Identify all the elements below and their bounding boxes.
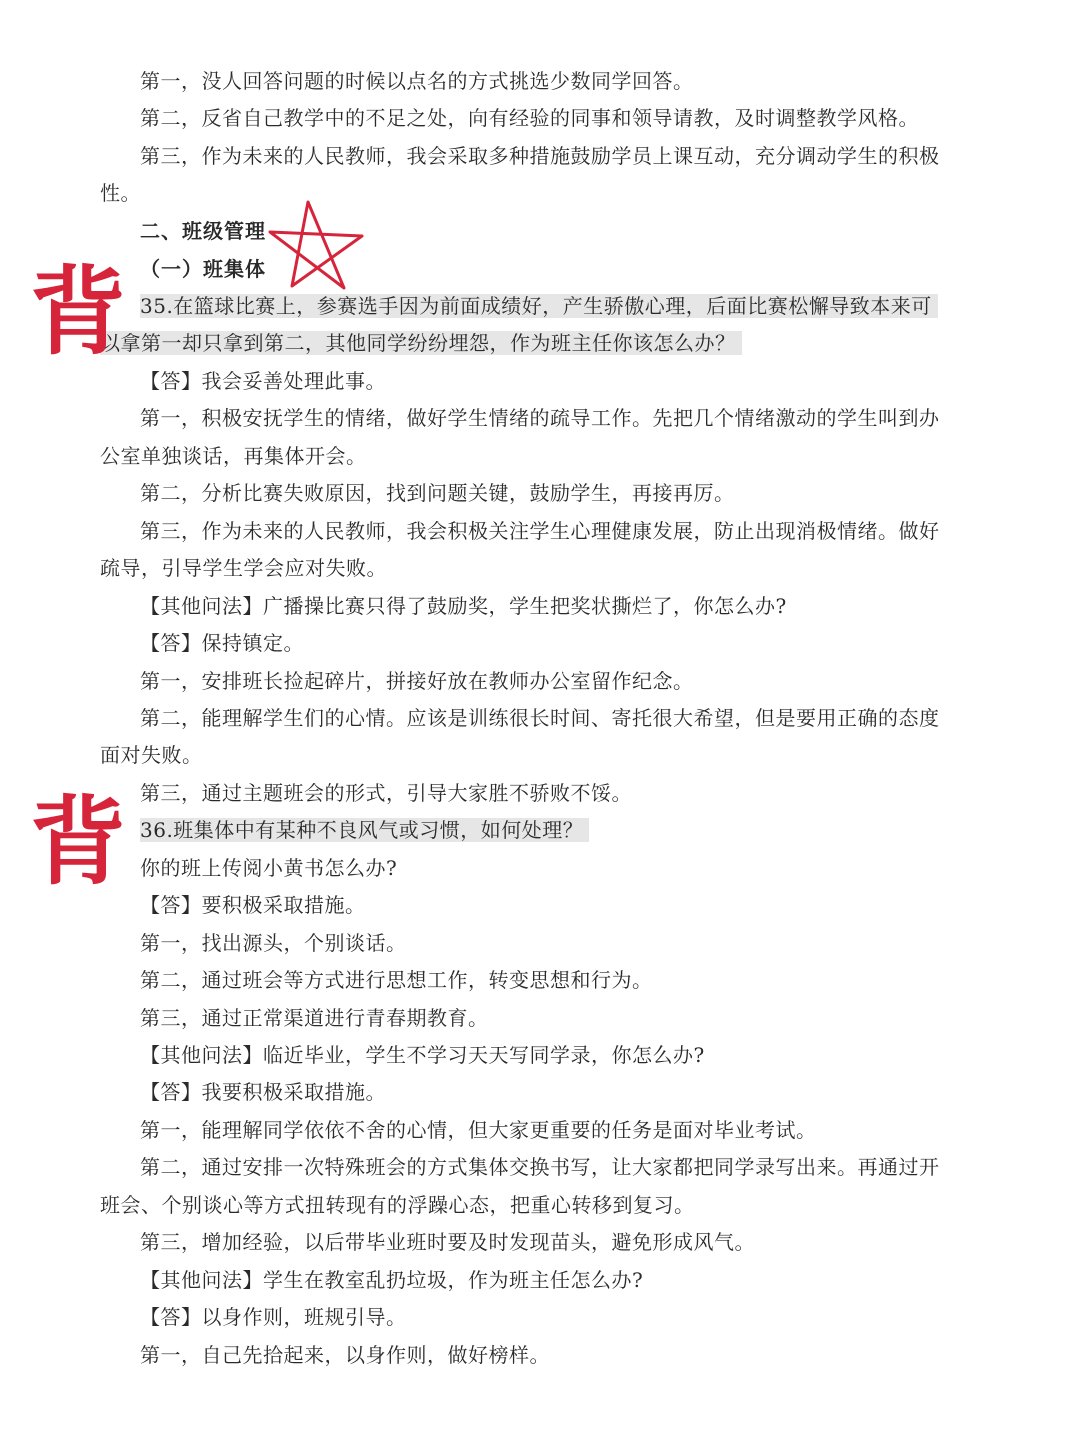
text-line: 第二，反省自己教学中的不足之处，向有经验的同事和领导请教，及时调整教学风格。 <box>140 106 919 130</box>
highlight: 以拿第一却只拿到第二，其他同学纷纷埋怨，作为班主任你该怎么办？ <box>100 331 742 355</box>
question-35-line-1 <box>140 293 960 319</box>
answer-line: 【答】我要积极采取措施。 <box>140 1080 386 1104</box>
highlight: 35.在篮球比赛上，参赛选手因为前面成绩好，产生骄傲心理，后面比赛松懈导致本来可 <box>140 294 938 318</box>
question-36-line <box>140 817 960 843</box>
alt-question-line: 【其他问法】临近毕业，学生不学习天天写同学录，你怎么办? <box>140 1043 705 1067</box>
text-line: 公室单独谈话，再集体开会。 <box>100 444 367 468</box>
text-line: 第三，增加经验，以后带毕业班时要及时发现苗头，避免形成风气。 <box>140 1230 755 1254</box>
answer-line: 【答】要积极采取措施。 <box>140 893 366 917</box>
text-line: 第三，作为未来的人民教师，我会积极关注学生心理健康发展，防止出现消极情绪。做好 <box>140 519 940 543</box>
text-line: 第一，安排班长捡起碎片，拼接好放在教师办公室留作纪念。 <box>140 669 694 693</box>
answer-line: 【答】以身作则，班规引导。 <box>140 1305 407 1329</box>
text-line: 疏导，引导学生学会应对失败。 <box>100 556 387 580</box>
text-line: 第一，没人回答问题的时候以点名的方式挑选少数同学回答。 <box>140 69 694 93</box>
text-line: 第二，通过班会等方式进行思想工作，转变思想和行为。 <box>140 968 653 992</box>
text-line: 第二，分析比赛失败原因，找到问题关键，鼓励学生，再接再厉。 <box>140 481 735 505</box>
handwritten-mark: 背 <box>30 786 126 898</box>
text-line: 班会、个别谈心等方式扭转现有的浮躁心态，把重心转移到复习。 <box>100 1193 695 1217</box>
subsection-heading: （一）班集体 <box>140 257 266 281</box>
text-line: 第二，通过安排一次特殊班会的方式集体交换书写，让大家都把同学录写出来。再通过开 <box>140 1155 940 1179</box>
text-line: 第三，通过正常渠道进行青春期教育。 <box>140 1006 489 1030</box>
alt-question-line: 【其他问法】学生在教室乱扔垃圾，作为班主任怎么办? <box>140 1268 644 1292</box>
text-line: 第一，积极安抚学生的情绪，做好学生情绪的疏导工作。先把几个情绪激动的学生叫到办 <box>140 406 940 430</box>
text-line: 第三，通过主题班会的形式，引导大家胜不骄败不馁。 <box>140 781 632 805</box>
section-heading: 二、班级管理 <box>140 219 266 243</box>
question-35-line-2 <box>100 330 960 356</box>
answer-line: 【答】保持镇定。 <box>140 631 304 655</box>
text-line: 第一，能理解同学依依不舍的心情，但大家更重要的任务是面对毕业考试。 <box>140 1118 817 1142</box>
text-line: 第一，自己先拾起来，以身作则，做好榜样。 <box>140 1343 550 1367</box>
text-line: 第二，能理解学生们的心情。应该是训练很长时间、寄托很大希望，但是要用正确的态度 <box>140 706 940 730</box>
answer-line: 【答】我会妥善处理此事。 <box>140 369 386 393</box>
text-line: 你的班上传阅小黄书怎么办? <box>140 856 398 880</box>
star-icon <box>262 196 372 296</box>
text-line: 第三，作为未来的人民教师，我会采取多种措施鼓励学员上课互动，充分调动学生的积极 <box>140 144 940 168</box>
handwritten-mark: 背 <box>30 256 126 368</box>
highlight: 36.班集体中有某种不良风气或习惯，如何处理？ <box>140 818 589 842</box>
text-line: 面对失败。 <box>100 743 203 767</box>
text-line: 性。 <box>100 181 141 205</box>
alt-question-line: 【其他问法】广播操比赛只得了鼓励奖，学生把奖状撕烂了，你怎么办? <box>140 594 787 618</box>
text-line: 第一，找出源头，个别谈话。 <box>140 931 407 955</box>
